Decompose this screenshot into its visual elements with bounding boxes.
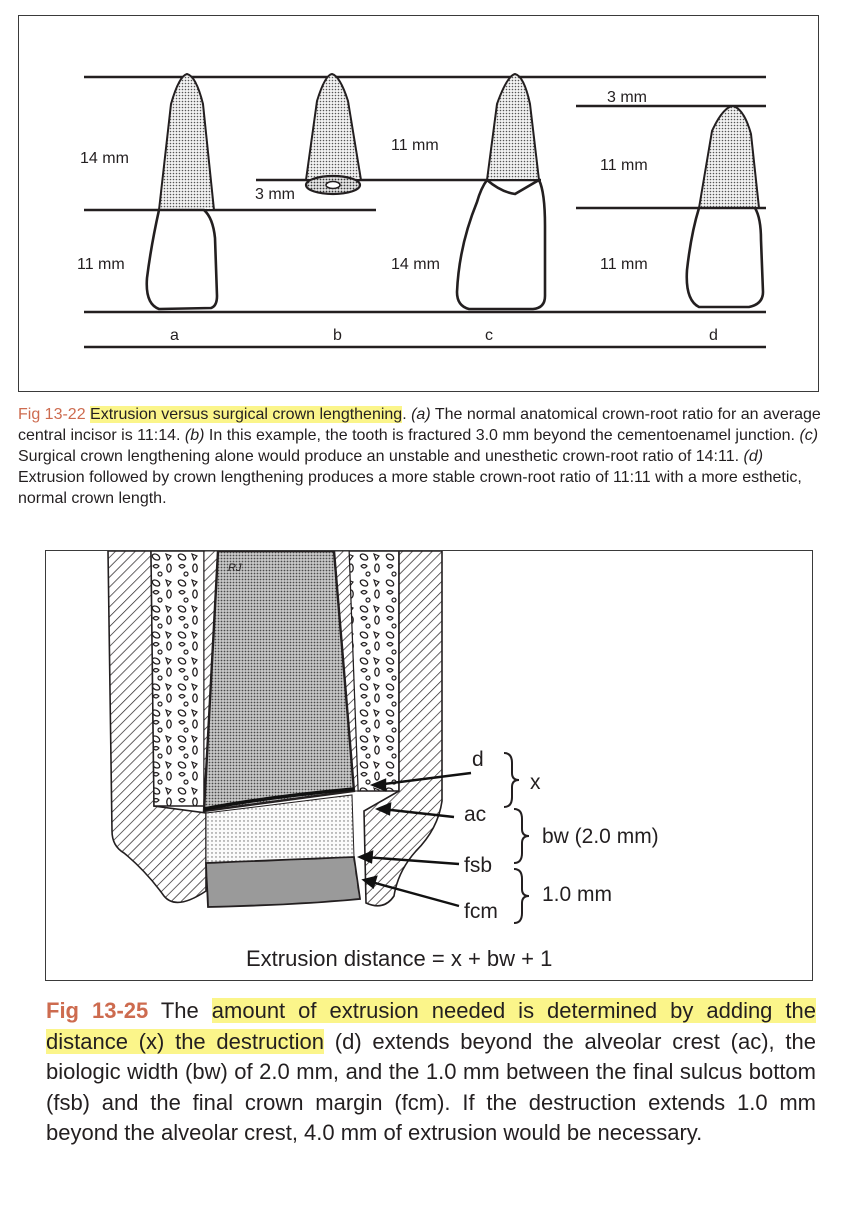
x-brace [504, 753, 519, 807]
panel-b-tag: (b) [184, 427, 205, 444]
tooth-root [204, 551, 354, 811]
panel-d-text: Extrusion followed by crown lengthening produces a more stable crown-root ratio of 11:11 with a more esthetic, normal crown length. [18, 469, 802, 507]
panel-b-text: In this example, the tooth is fractured 3.0 mm beyond the cementoenamel junction. [204, 427, 800, 444]
caption-highlight: amount of extrusion needed is determined by adding the distance (x) the destruction [46, 998, 817, 1054]
caption-body: (d) extends beyond the alveolar crest (ac), the biologic width (bw) of 2.0 mm, and the 1.0 mm between the final sulcus bottom (fsb) and the final crown margin (fcm). If the destruction extends 1.0 mm beyond the alveolar crest, 4.0 mm of extrusion would be necessary. [46, 1028, 816, 1145]
d-extrusion-label: 3 mm [607, 89, 647, 106]
panel-b-label: b [333, 327, 342, 344]
caption-punct: . [402, 406, 412, 423]
b-root-length-label: 11 mm [391, 137, 439, 154]
panel-a-tag: (a) [411, 406, 431, 423]
fcm-label: fcm [464, 900, 498, 923]
tooth-b [306, 74, 361, 194]
tooth-d [687, 106, 763, 307]
tooth-a [147, 74, 217, 309]
figure-13-25-caption [46, 996, 816, 1149]
figure-13-25 [45, 550, 813, 981]
left-bone [151, 551, 204, 806]
panel-a-label: a [170, 327, 179, 344]
d-crown-length-label: 11 mm [600, 157, 648, 174]
extrusion-formula: Extrusion distance = x + bw + 1 [246, 946, 553, 971]
panel-a-text: The normal anatomical crown-root ratio for an average central incisor is 11:14. [18, 406, 821, 444]
panel-d-label: d [709, 327, 718, 344]
caption-lead: The [148, 998, 212, 1023]
crown-root-ratio-diagram [19, 16, 820, 393]
bw-brace [514, 809, 529, 863]
panel-d-tag: (d) [743, 448, 764, 465]
fsb-arrowhead [360, 852, 372, 862]
panel-c-tag: (c) [799, 427, 819, 444]
fsb-label: fsb [464, 854, 493, 877]
c-root-length-label: 14 mm [391, 256, 440, 273]
tooth-c [457, 74, 545, 309]
bw-label: bw (2.0 mm) [542, 825, 659, 848]
b-fracture-depth-label: 3 mm [255, 186, 295, 203]
ac-label: ac [464, 803, 487, 826]
illustrator-signature: RJ [228, 562, 242, 574]
figure-13-22-caption [18, 404, 826, 509]
one-mm-label: 1.0 mm [542, 883, 613, 906]
caption-title: Extrusion versus surgical crown lengthening [90, 406, 403, 423]
figure-number: Fig 13-22 [18, 406, 86, 423]
d-label: d [472, 748, 484, 771]
panel-c-label: c [485, 327, 493, 344]
figure-number: Fig 13-25 [46, 998, 149, 1023]
final-crown-margin-zone [206, 857, 360, 907]
x-label: x [530, 771, 541, 794]
figure-13-22 [18, 15, 819, 392]
panel-c-text: Surgical crown lengthening alone would produce an unstable and unesthetic crown-root ratio of 14:11. [18, 448, 744, 465]
d-root-length-label: 11 mm [600, 256, 648, 273]
extrusion-distance-diagram [46, 551, 814, 982]
a-root-length-label: 11 mm [77, 256, 125, 273]
a-crown-length-label: 14 mm [80, 150, 129, 167]
one-mm-brace [514, 869, 529, 923]
